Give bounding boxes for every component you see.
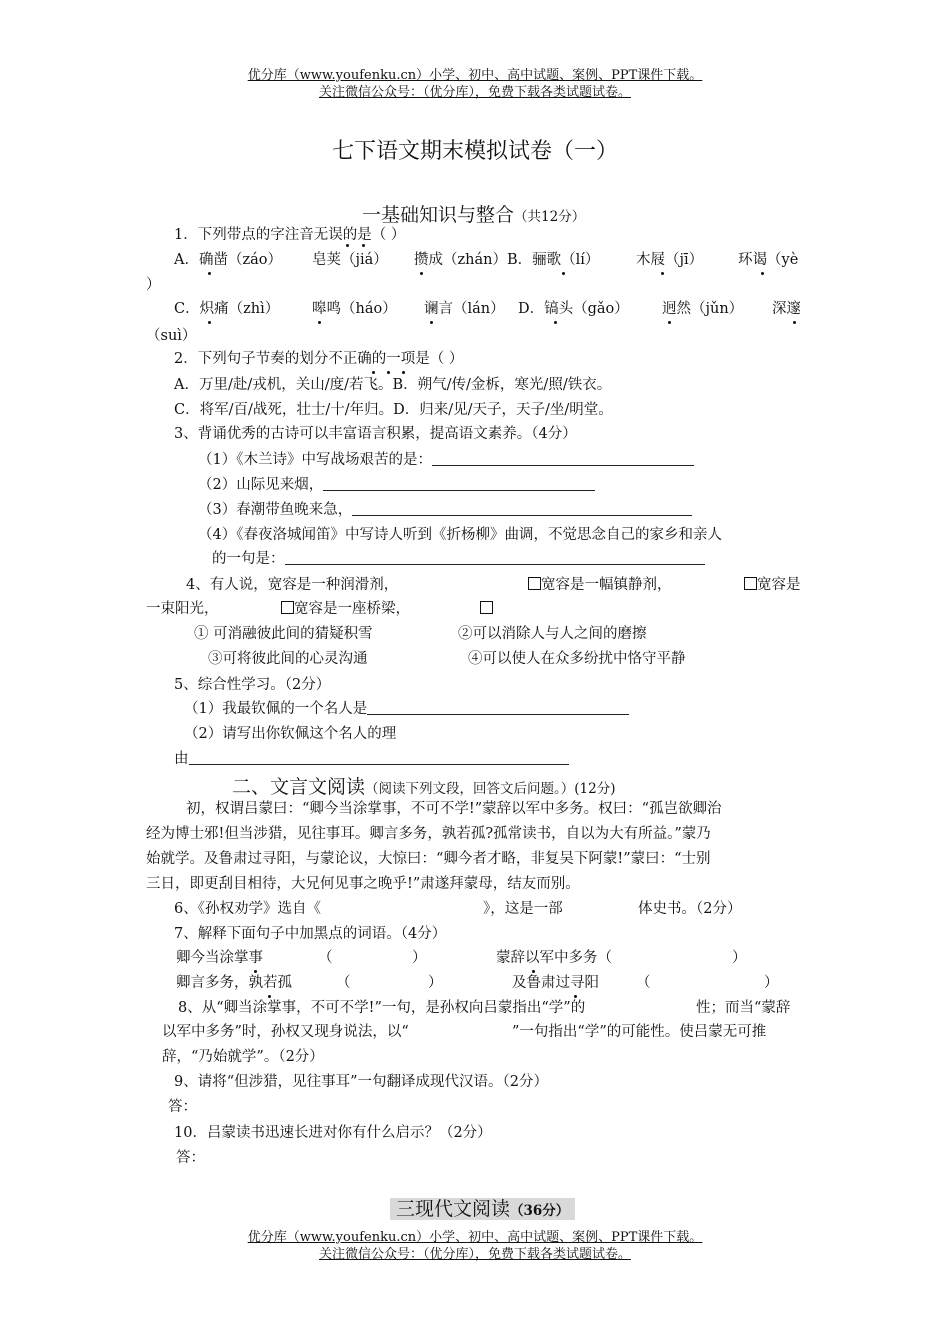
answer-blank[interactable] <box>285 554 705 565</box>
section1-title: 一基础知识与整合 <box>362 204 515 226</box>
q3-sub4b <box>212 550 705 568</box>
emphasis-dot <box>548 317 562 318</box>
q7-stem: 7、解释下面句子中加黑点的词语。（4分） <box>174 926 447 942</box>
q1-option-c6: 深邃 <box>772 301 801 317</box>
q9-stem: 9、请将“但涉猎，见往事耳”一句翻译成现代汉语。（2分） <box>174 1074 549 1090</box>
q1-option-a-wrap: ） <box>146 277 161 293</box>
emphasis-dot <box>556 268 570 269</box>
q1-option-a1: A．确凿（záo） <box>174 252 282 268</box>
site-footer-line2: 关注微信公众号：（优分库），免费下载各类试题试卷。 <box>318 1247 631 1262</box>
q3-sub1 <box>198 451 694 469</box>
emphasis-dot <box>787 317 801 318</box>
q4-p2-text: 宽容是一幅镇静剂， <box>541 577 672 593</box>
q6-part-b: 》，这是一部 <box>483 901 563 917</box>
answer-blank[interactable] <box>432 455 694 466</box>
passage-line2: 经为博士邪!但当涉猎，见往事耳。卿言多务，孰若孤?孤常读书，自以为大有所益。”蒙乃 <box>146 826 711 842</box>
q4-p2 <box>528 576 672 594</box>
site-header-line1: 优分库（www.youfenku.cn）小学、初中、高中试题、案例、PPT课件下载。 <box>247 68 703 83</box>
q5-sub1 <box>184 700 629 718</box>
q2-options-cd: C．将军/百/战死，壮士/十/年归。D．归来/见/天子，天子/坐/明堂。 <box>174 402 613 418</box>
q9-answer-label: 答： <box>168 1099 197 1115</box>
emphasis-dot <box>340 248 354 249</box>
q3-sub4b-text: 的一句是： <box>212 551 285 567</box>
section1-note: （共12分） <box>514 209 586 225</box>
fill-box[interactable] <box>528 577 541 590</box>
site-header-line2: 关注微信公众号：（优分库），免费下载各类试题试卷。 <box>318 85 631 100</box>
q7-item3-lparen: （ <box>336 975 351 991</box>
section3-heading <box>390 1194 575 1221</box>
section1-heading <box>362 200 585 227</box>
q8-line1b: 性；而当“蒙辞 <box>696 1000 791 1016</box>
q4-p5 <box>281 600 410 618</box>
passage-line1: 初，权谓吕蒙曰：“卿今当涂掌事，不可不学!”蒙辞以军中多务。权曰：“孤岂欲卿治 <box>186 801 722 817</box>
q1-option-c3: 谰言（lán） <box>424 301 505 317</box>
answer-blank[interactable] <box>323 480 595 491</box>
q5-sub1-text: （1）我最钦佩的一个名人是 <box>184 701 368 717</box>
q4-option1: ① 可消融彼此间的猜疑积雪 <box>194 626 373 642</box>
q7-item3: 卿言多务，孰若孤 <box>176 975 292 991</box>
emphasis-dot <box>424 317 438 318</box>
q8-line3: 辞，“乃始就学”。（2分） <box>162 1049 324 1065</box>
q7-item1-rparen: ） <box>412 950 427 966</box>
site-footer-line1: 优分库（www.youfenku.cn）小学、初中、高中试题、案例、PPT课件下载。 <box>247 1230 703 1245</box>
q3-sub1-text: （1）《木兰诗》中写战场艰苦的是： <box>198 452 432 468</box>
q1-option-c1: C．炽痛（zhì） <box>174 301 280 317</box>
q3-stem: 3、背诵优秀的古诗可以丰富语言积累，提高语文素养。（4分） <box>174 426 577 442</box>
q4-p4: 一束阳光， <box>146 601 219 617</box>
q4-p5-text: 宽容是一座桥梁， <box>294 601 410 617</box>
emphasis-dot <box>381 367 395 368</box>
section2-note: （阅读下列文段，回答文后问题。）(12分) <box>365 781 616 797</box>
answer-blank[interactable] <box>189 754 569 765</box>
answer-blank[interactable] <box>367 704 629 715</box>
q4-option4: ④可以使人在众多纷扰中恪守平静 <box>468 651 686 667</box>
q7-item4-lparen: （ <box>636 975 651 991</box>
q8-line2b: ”一句指出“学”的可能性。使吕蒙无可推 <box>512 1024 767 1040</box>
section3-title-wrap <box>390 1198 575 1220</box>
q6-part-c: 体史书。（2分） <box>638 901 742 917</box>
q4-p3-text: 宽容是 <box>757 577 801 593</box>
q5-sub2: （2）请写出你钦佩这个名人的理 <box>184 726 397 742</box>
q3-sub2 <box>198 476 595 494</box>
q1-option-c5: 迥然（jǔn） <box>662 301 744 317</box>
emphasis-dot <box>202 268 216 269</box>
q1-option-c2: 嗥鸣（háo） <box>312 301 397 317</box>
emphasis-dot <box>366 367 380 368</box>
q3-sub2-text: （2）山际见来烟， <box>198 477 324 493</box>
q2-options-ab: A．万里/赴/戎机，关山/度/若飞。B．朔气/传/金柝，寒光/照/铁衣。 <box>174 377 612 393</box>
q4-option3: ③可将彼此间的心灵沟通 <box>208 651 368 667</box>
emphasis-dot <box>262 991 276 992</box>
q7-item2-rparen: ） <box>732 950 747 966</box>
fill-box[interactable] <box>480 601 493 614</box>
q7-item1: 卿今当涂掌事 <box>176 950 263 966</box>
q4-p1: 4、有人说，宽容是一种润滑剂， <box>186 577 399 593</box>
q2-stem: 2．下列句子节奏的划分不正确的一项是（ ） <box>174 351 464 367</box>
q4-option2: ②可以消除人与人之间的磨擦 <box>458 626 647 642</box>
q1-option-c4: D．镐头（gǎo） <box>518 301 629 317</box>
emphasis-dot <box>662 317 676 318</box>
q5-sub2b <box>174 750 569 768</box>
emphasis-dot <box>396 367 410 368</box>
answer-blank[interactable] <box>352 505 692 516</box>
emphasis-dot <box>655 268 669 269</box>
q8-line2a: 以军中多务”时，孙权又现身说法，以“ <box>162 1024 409 1040</box>
emphasis-dot <box>312 317 326 318</box>
emphasis-dot <box>248 966 262 967</box>
emphasis-dot <box>526 966 540 967</box>
q1-option-a5: 环谒（yè <box>738 252 799 268</box>
q7-item2: 蒙辞以军中多务（ <box>496 950 612 966</box>
section3-title: 三现代文阅读 <box>396 1198 511 1220</box>
q10-stem: 10．吕蒙读书迅速长进对你有什么启示？（2分） <box>174 1125 492 1141</box>
q8-line1a: 8、从“卿当涂掌事，不可不学!”一句，是孙权向吕蒙指出“学”的 <box>178 1000 586 1016</box>
q3-sub3-text: （3）春潮带鱼晚来急， <box>198 502 353 518</box>
q1-option-a2: 皂荚（jiá） <box>312 252 388 268</box>
q7-item3-rparen: ） <box>428 975 443 991</box>
q3-sub4: （4）《春夜洛城闻笛》中写诗人听到《折杨柳》曲调，不觉思念自己的家乡和亲人 <box>198 527 722 543</box>
section2-title: 二、文言文阅读 <box>232 776 366 798</box>
emphasis-dot <box>356 248 370 249</box>
q5-stem: 5、综合性学习。（2分） <box>174 677 331 693</box>
q5-sub2b-text: 由 <box>174 751 189 767</box>
q4-p6 <box>480 600 493 618</box>
emphasis-dot <box>568 991 582 992</box>
q7-item4-rparen: ） <box>764 975 779 991</box>
q1-option-c-wrap: （suì） <box>146 328 197 344</box>
section3-note: （36分） <box>510 1203 570 1219</box>
q4-p3 <box>744 576 801 594</box>
passage-line4: 三日，即更刮目相待，大兄何见事之晚乎!”肃遂拜蒙母，结友而别。 <box>146 876 580 892</box>
q1-option-a4: 木屐（jī） <box>636 252 704 268</box>
q7-item1-lparen: （ <box>318 950 333 966</box>
q6-part-a: 6、《孙权劝学》选自《 <box>174 901 321 917</box>
emphasis-dot <box>414 268 428 269</box>
q10-answer-label: 答： <box>176 1150 205 1166</box>
section2-heading <box>232 772 615 799</box>
passage-line3: 始就学。及鲁肃过寻阳，与蒙论议，大惊曰：“卿今者才略，非复吴下阿蒙!”蒙曰：“士别 <box>146 851 711 867</box>
page-title: 七下语文期末模拟试卷（一） <box>331 139 618 164</box>
q7-item4: 及鲁肃过寻阳 <box>512 975 599 991</box>
q1-stem: 1．下列带点的字注音无误的是（ ） <box>174 227 406 243</box>
fill-box[interactable] <box>744 577 757 590</box>
q1-option-a3: 攒成（zhán）B．骊歌（lí） <box>414 252 600 268</box>
emphasis-dot <box>202 317 216 318</box>
emphasis-dot <box>755 268 769 269</box>
q3-sub3 <box>198 501 692 519</box>
fill-box[interactable] <box>281 601 294 614</box>
